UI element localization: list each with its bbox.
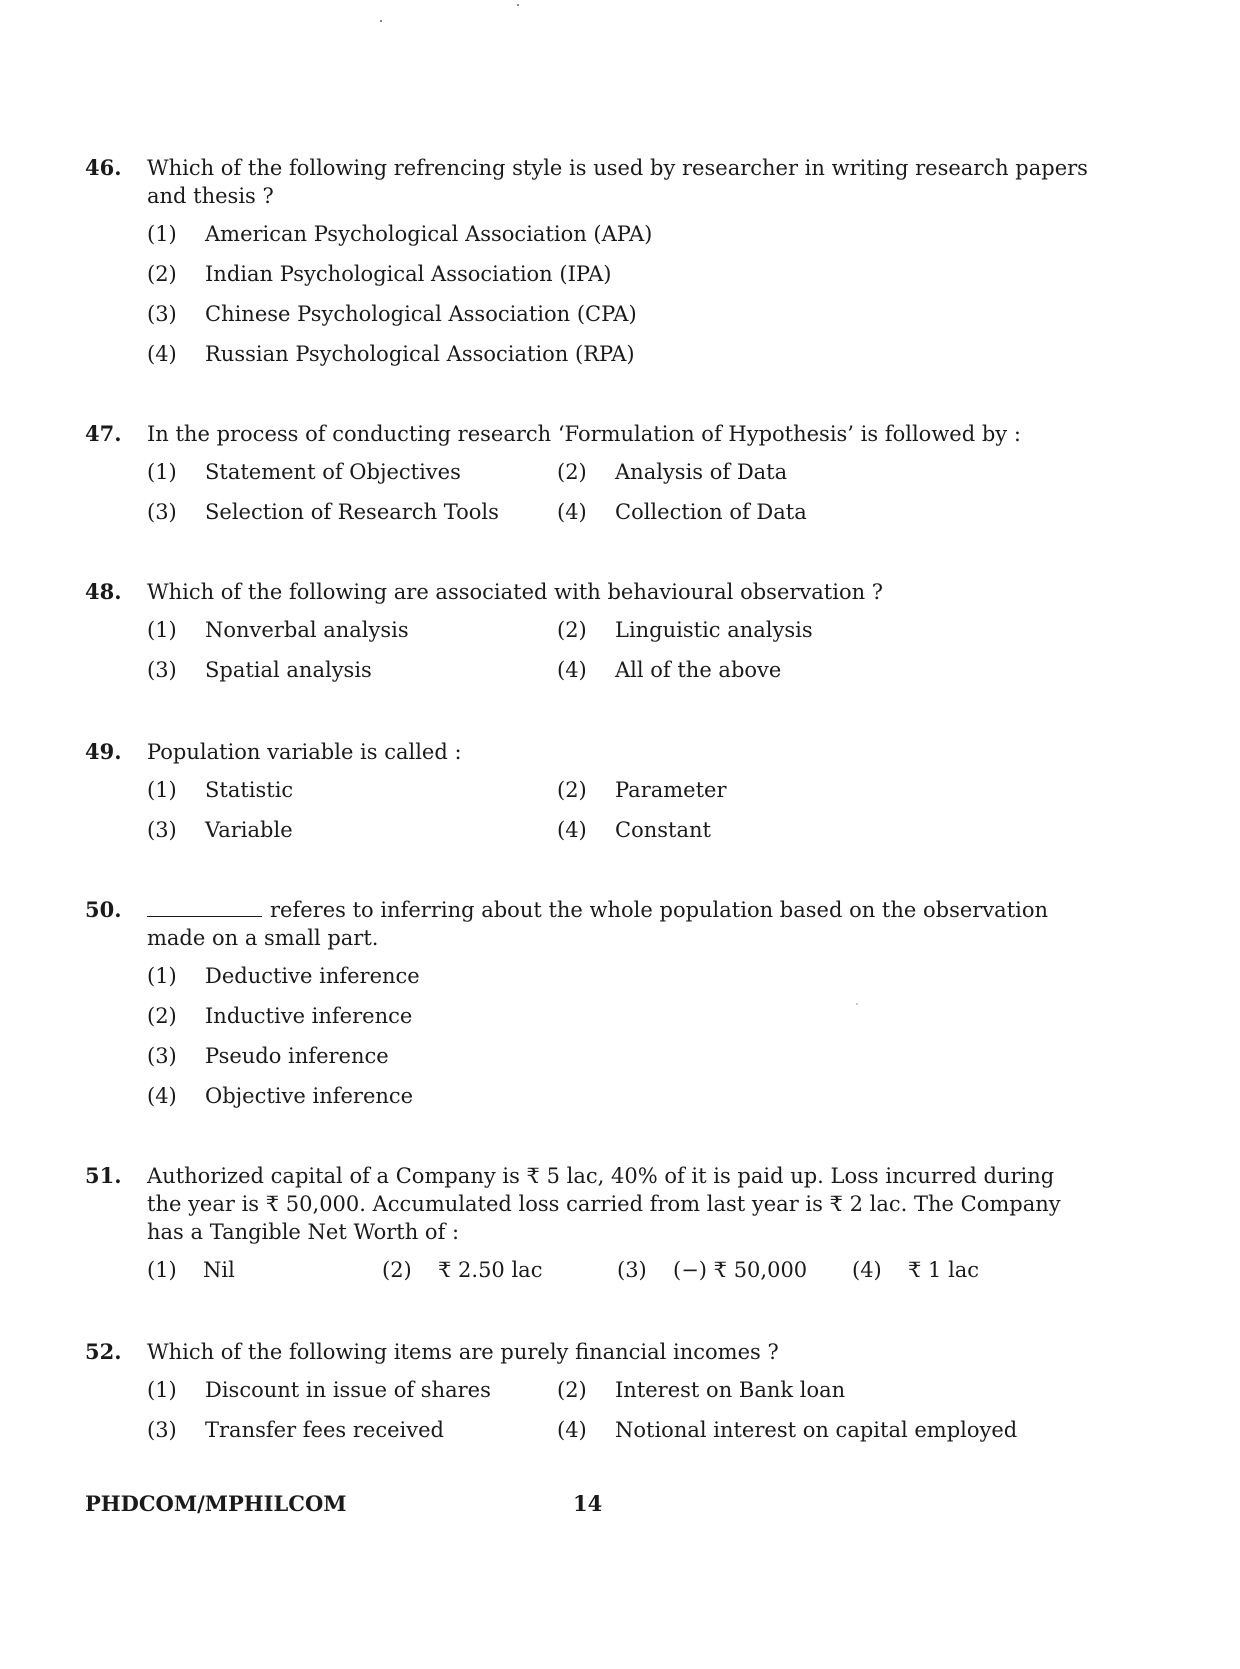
question-number: 46. <box>85 155 122 180</box>
option-3[interactable]: (3) Selection of Research Tools <box>147 500 499 524</box>
paper-code: PHDCOM/MPHILCOM <box>85 1491 347 1516</box>
fill-in-blank <box>147 896 262 917</box>
option-4[interactable]: (4) Collection of Data <box>557 500 807 524</box>
option-1[interactable]: (1) Discount in issue of shares <box>147 1378 491 1402</box>
question-stem: Which of the following items are purely financial incomes ? <box>147 1340 779 1364</box>
option-1[interactable]: (1) Nonverbal analysis <box>147 618 409 642</box>
question-47 <box>85 420 1095 538</box>
question-52 <box>85 1338 1095 1456</box>
question-stem: In the process of conducting research ‘Formulation of Hypothesis’ is followed by : <box>147 422 1021 446</box>
scan-speck <box>517 4 519 6</box>
options-list <box>147 1376 1095 1456</box>
question-number: 50. <box>85 897 122 922</box>
option-1[interactable]: (1) Nil <box>147 1258 235 1282</box>
question-number: 47. <box>85 421 122 446</box>
option-4[interactable]: (4) Notional interest on capital employed <box>557 1418 1018 1442</box>
option-1[interactable]: (1) Deductive inference <box>147 964 420 988</box>
question-stem: referes to inferring about the whole population based on the observation made on a small part. <box>147 898 1049 950</box>
option-1[interactable]: (1) Statement of Objectives <box>147 460 461 484</box>
option-4[interactable]: (4) Russian Psychological Association (RPA) <box>147 342 635 366</box>
question-46 <box>85 154 1095 380</box>
options-list <box>147 776 1095 856</box>
option-1[interactable]: (1) American Psychological Association (APA) <box>147 222 653 246</box>
option-2[interactable]: (2) Interest on Bank loan <box>557 1378 846 1402</box>
scan-speck <box>380 20 382 22</box>
options-list <box>147 616 1095 696</box>
question-stem: Which of the following are associated with behavioural observation ? <box>147 580 884 604</box>
option-3[interactable]: (3) Chinese Psychological Association (CPA) <box>147 302 637 326</box>
question-number: 48. <box>85 579 122 604</box>
question-stem: Which of the following refrencing style is used by researcher in writing research papers and thesis ? <box>147 156 1088 208</box>
options-list <box>147 1256 1095 1296</box>
option-2[interactable]: (2) Inductive inference <box>147 1004 413 1028</box>
question-number: 49. <box>85 739 122 764</box>
question-number: 52. <box>85 1339 122 1364</box>
option-4[interactable]: (4) Constant <box>557 818 711 842</box>
option-4[interactable]: (4) All of the above <box>557 658 782 682</box>
question-number: 51. <box>85 1163 122 1188</box>
option-2[interactable]: (2) ₹ 2.50 lac <box>382 1258 543 1282</box>
options-list <box>147 458 1095 538</box>
options-list <box>147 220 1095 380</box>
option-3[interactable]: (3) Transfer fees received <box>147 1418 444 1442</box>
option-3[interactable]: (3) Spatial analysis <box>147 658 372 682</box>
option-2[interactable]: (2) Analysis of Data <box>557 460 788 484</box>
option-2[interactable]: (2) Linguistic analysis <box>557 618 813 642</box>
option-2[interactable]: (2) Parameter <box>557 778 727 802</box>
question-stem: Authorized capital of a Company is ₹ 5 lac, 40% of it is paid up. Loss incurred during the year is ₹ 50,000. Accumulated loss carried from last year is ₹ 2 lac. The Company has a Tangible Net Worth of : <box>147 1164 1061 1244</box>
option-3[interactable]: (3) Variable <box>147 818 293 842</box>
question-stem: Population variable is called : <box>147 740 462 764</box>
page-number: 14 <box>573 1491 603 1516</box>
option-3[interactable]: (3) Pseudo inference <box>147 1044 389 1068</box>
question-51 <box>85 1162 1095 1296</box>
option-1[interactable]: (1) Statistic <box>147 778 294 802</box>
question-49 <box>85 738 1095 856</box>
option-3[interactable]: (3) (−) ₹ 50,000 <box>617 1258 808 1282</box>
option-4[interactable]: (4) Objective inference <box>147 1084 414 1108</box>
question-48 <box>85 578 1095 696</box>
option-4[interactable]: (4) ₹ 1 lac <box>852 1258 980 1282</box>
options-list <box>147 962 1095 1122</box>
option-2[interactable]: (2) Indian Psychological Association (IPA) <box>147 262 612 286</box>
question-50 <box>85 896 1095 1122</box>
